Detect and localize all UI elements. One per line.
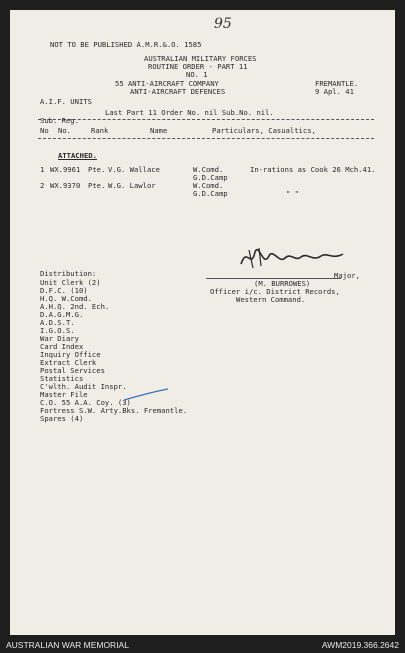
divider-bottom — [38, 138, 374, 139]
pen-tick-mark — [122, 388, 172, 402]
col-number: No. — [58, 126, 71, 135]
last-order: Last Part 11 Order No. nil Sub.No. nil. — [105, 108, 274, 117]
aif-units: A.I.F. UNITS — [40, 97, 92, 106]
entry-rank: Pte. — [88, 165, 106, 174]
col-particulars: Particulars, Casualtics, — [212, 126, 316, 135]
col-rank: Rank — [91, 126, 109, 135]
distribution-item: Master File — [40, 390, 88, 399]
entry-unit-2: G.D.Camp — [193, 173, 228, 182]
distribution-item: C'wlth. Audit Inspr. — [40, 382, 127, 391]
unit-line-2: ANTI-AIRCRAFT DEFENCES — [130, 87, 226, 96]
col-sub: Sub. Reg. — [40, 116, 79, 125]
distribution-item: Fortress S.W. Arty.Bks. Fremantle. — [40, 406, 188, 415]
date: 9 Apl. 41 — [315, 87, 354, 96]
entry-index: 1 — [40, 165, 45, 174]
col-no: No — [40, 126, 49, 135]
distribution-item: A.H.Q. 2nd. Ech. — [40, 302, 110, 311]
document-page — [10, 10, 395, 635]
entry-name: V.G. Wallace — [108, 165, 160, 174]
signature-office-2: Western Command. — [236, 295, 306, 304]
signature-name: (M. BURROWES) — [254, 279, 311, 288]
entry-detail: " " — [286, 189, 299, 198]
signature-rank: Major, — [334, 271, 360, 280]
signature-office-1: Officer i/c. District Records, — [210, 287, 340, 296]
signature-mark — [235, 242, 355, 274]
entry-unit-1: W.Comd. — [193, 181, 224, 190]
entry-rank: Pte. — [88, 181, 106, 190]
distribution-item: Postal Services — [40, 366, 105, 375]
entry-name: W.G. Lawlor — [108, 181, 156, 190]
distribution-item: Statistics — [40, 374, 84, 383]
col-name: Name — [150, 126, 168, 135]
distribution-item: Unit Clerk (2) — [40, 278, 101, 287]
distribution-item: A.D.S.T. — [40, 318, 75, 327]
entry-index: 2 — [40, 181, 45, 190]
page-number: 95 — [214, 16, 232, 32]
distribution-item: I.G.O.S. — [40, 326, 75, 335]
unit-line-1: 55 ANTI-AIRCRAFT COMPANY — [115, 79, 219, 88]
distribution-item: D.F.C. (10) — [40, 286, 88, 295]
title-line-2: ROUTINE ORDER - PART 11 — [148, 62, 248, 71]
entry-number: WX.9370 — [50, 181, 81, 190]
header-left: NOT TO BE PUBLISHED A.M.R.&.O. 1585 — [50, 40, 202, 49]
distribution-item: D.A.G.M.G. — [40, 310, 84, 319]
place: FREMANTLE. — [315, 79, 359, 88]
footer-institution: AUSTRALIAN WAR MEMORIAL — [6, 640, 129, 650]
entry-detail: In-rations as Cook 26 Mch.41. — [250, 165, 376, 174]
distribution-item: War Diary — [40, 334, 79, 343]
distribution-item: C.O. 55 A.A. Coy. (3) — [40, 398, 131, 407]
distribution-item: H.Q. W.Comd. — [40, 294, 92, 303]
entry-unit-1: W.Comd. — [193, 165, 224, 174]
distribution-item: Extract Clerk — [40, 358, 97, 367]
entry-unit-2: G.D.Camp — [193, 189, 228, 198]
distribution-title: Distribution: — [40, 269, 97, 278]
title-line-3: NO. 1 — [186, 70, 208, 79]
entry-number: WX.9961 — [50, 165, 81, 174]
divider-top — [38, 119, 374, 120]
title-line-1: AUSTRALIAN MILITARY FORCES — [144, 54, 257, 63]
section-attached: ATTACHED. — [58, 151, 97, 160]
footer-accession: AWM2019.366.2642 — [321, 640, 399, 650]
distribution-item: Inquiry Office — [40, 350, 101, 359]
distribution-item: Card Index — [40, 342, 84, 351]
distribution-item: Spares (4) — [40, 414, 84, 423]
